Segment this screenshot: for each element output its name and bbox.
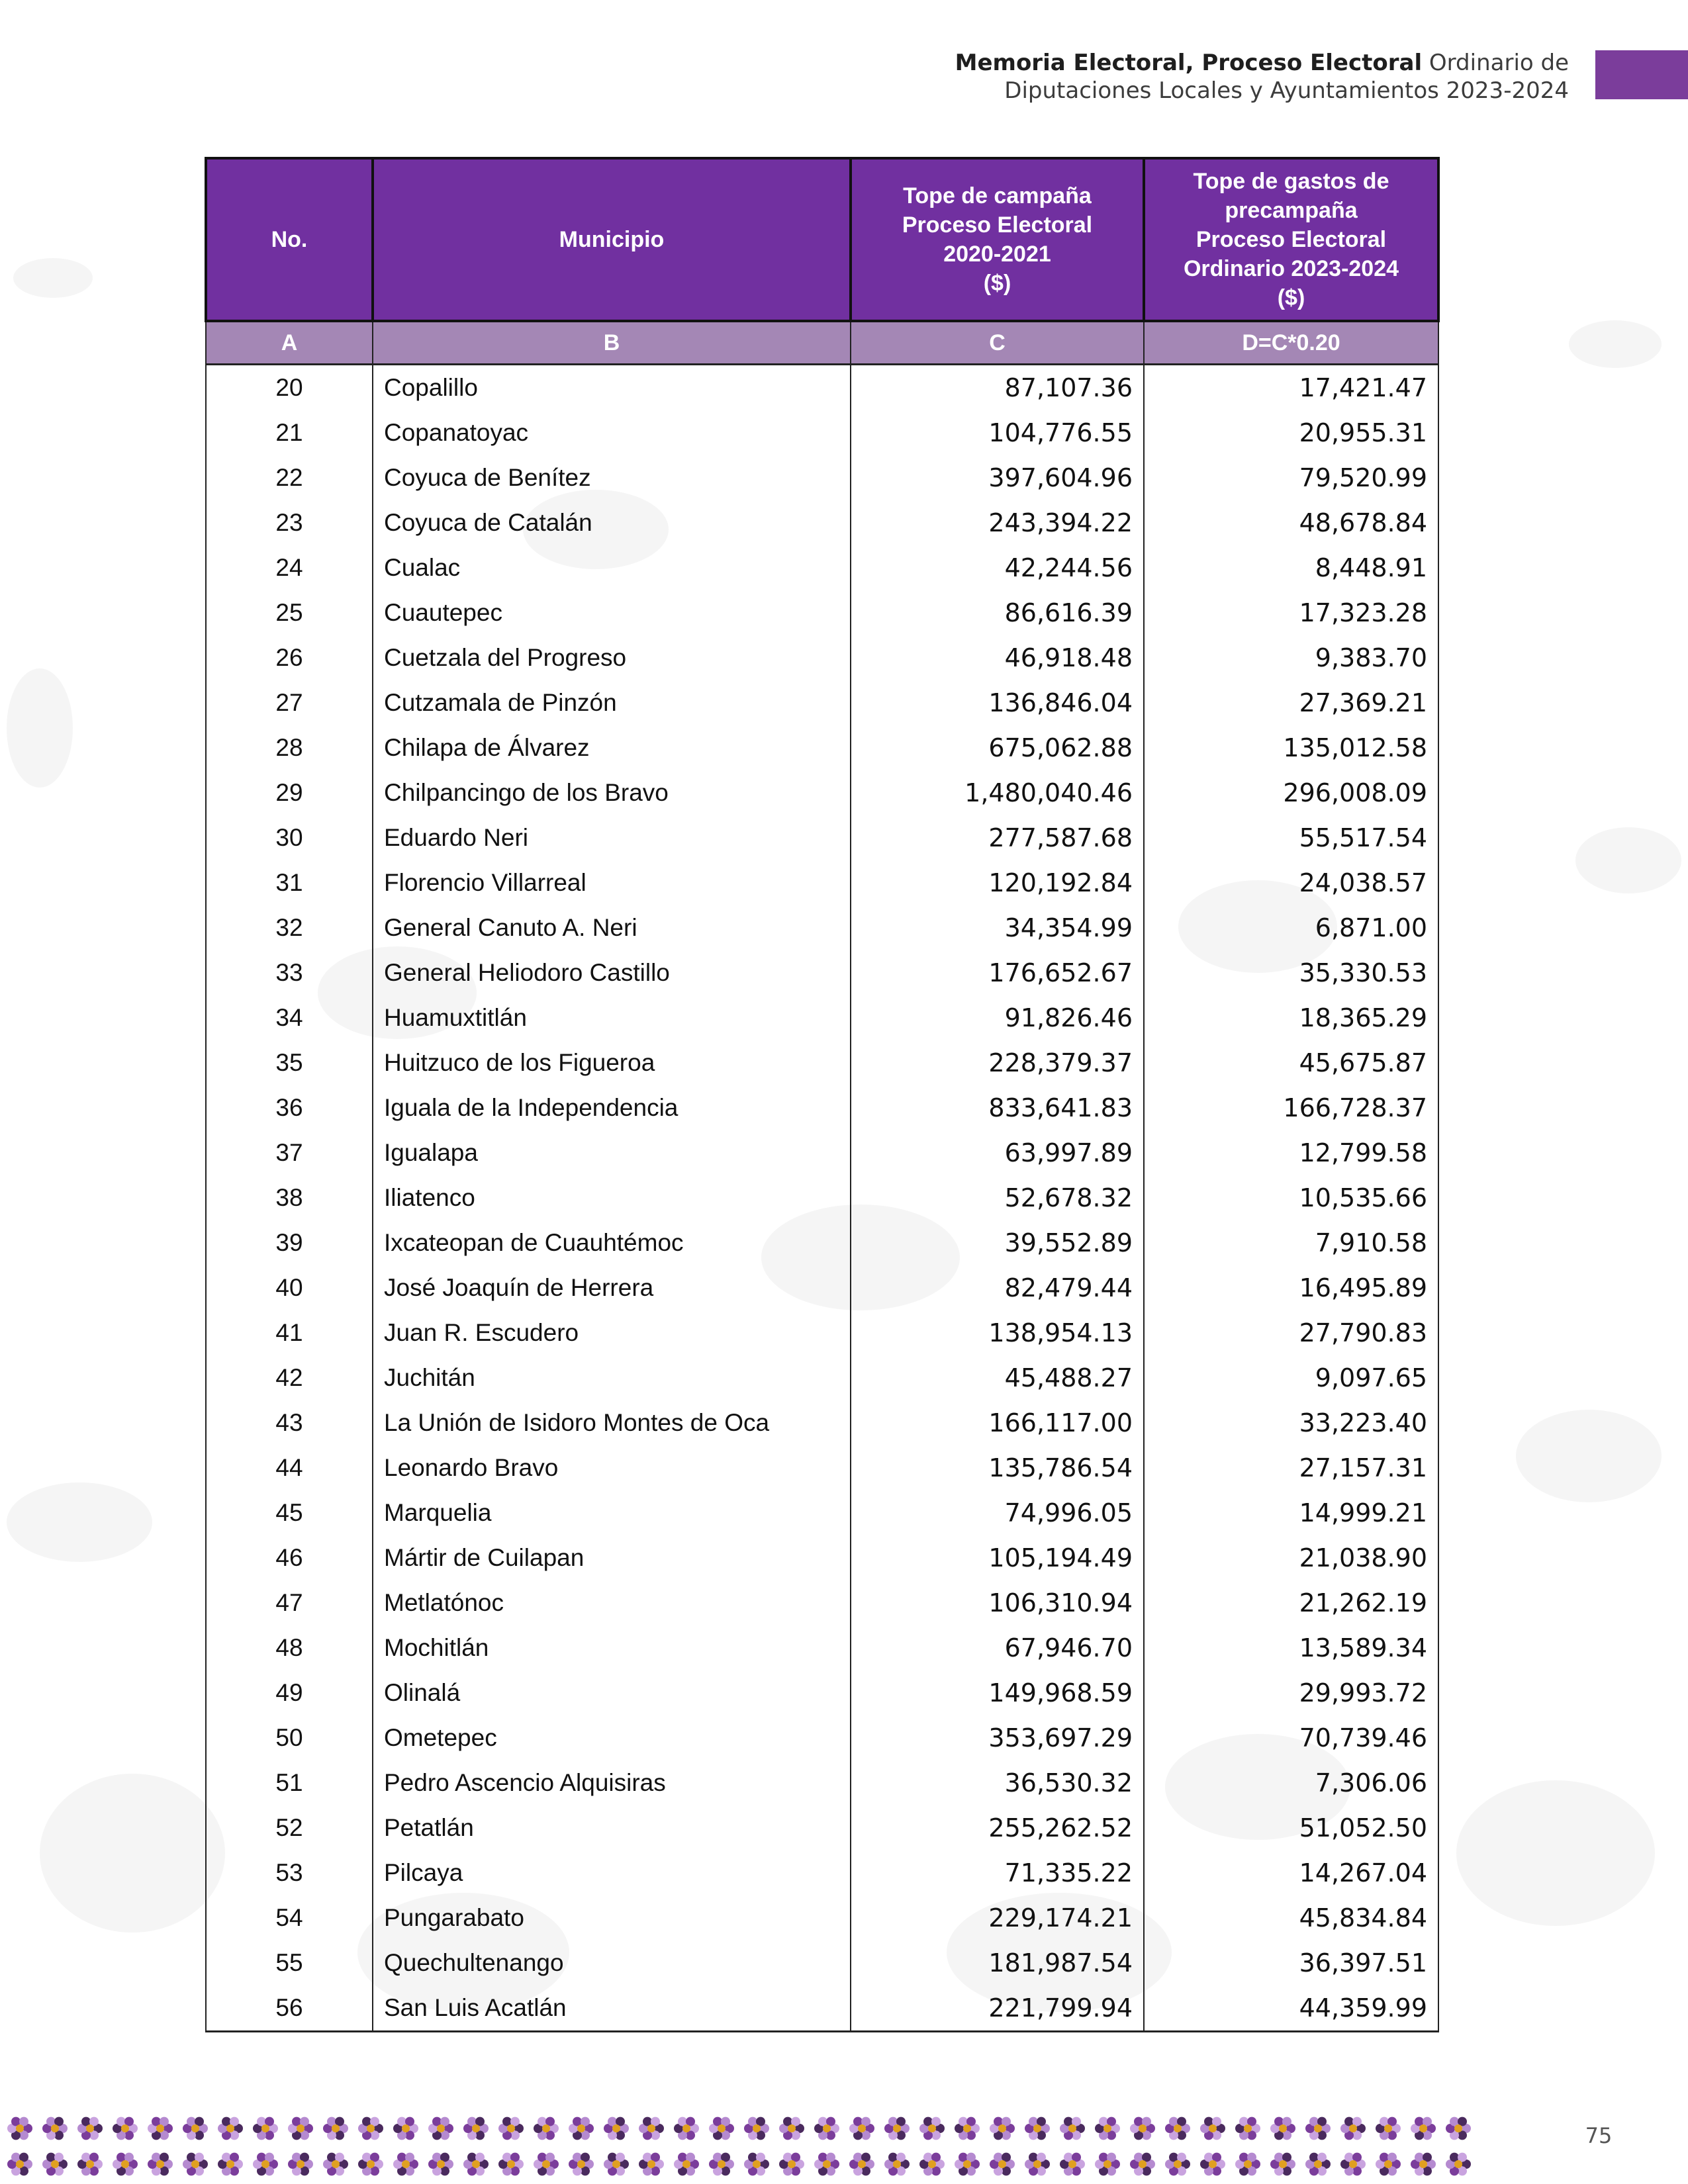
row-number-cell: 54 — [206, 1895, 373, 1940]
row-number-cell: 33 — [206, 950, 373, 995]
embroidery-flower-motif — [604, 2117, 629, 2140]
embroidery-flower-motif — [1305, 2153, 1331, 2176]
header-title-rest: Ordinario de — [1429, 50, 1569, 76]
table-row — [206, 410, 1438, 455]
tope-precampana-cell: 6,871.00 — [1144, 905, 1438, 950]
embroidery-flower-motif — [463, 2117, 489, 2140]
table-code-row — [206, 321, 1438, 365]
tope-campana-cell: 166,117.00 — [851, 1400, 1144, 1445]
embroidery-flower-motif — [183, 2117, 208, 2140]
row-number-cell: 38 — [206, 1175, 373, 1220]
tope-campana-cell: 104,776.55 — [851, 410, 1144, 455]
municipio-cell: General Heliodoro Castillo — [373, 950, 851, 995]
embroidery-flower-motif — [323, 2153, 348, 2176]
municipio-cell: Cualac — [373, 545, 851, 590]
tope-campana-cell: 675,062.88 — [851, 725, 1144, 770]
embroidery-flower-motif — [955, 2153, 980, 2176]
embroidery-flower-motif — [1130, 2153, 1155, 2176]
row-number-cell: 23 — [206, 500, 373, 545]
tope-precampana-cell: 135,012.58 — [1144, 725, 1438, 770]
table-row — [206, 500, 1438, 545]
municipio-cell: Igualapa — [373, 1130, 851, 1175]
tope-precampana-cell: 9,097.65 — [1144, 1355, 1438, 1400]
page-number: 75 — [1585, 2123, 1613, 2148]
row-number-cell: 36 — [206, 1085, 373, 1130]
embroidery-flower-motif — [77, 2153, 103, 2176]
embroidery-flower-motif — [498, 2153, 524, 2176]
row-number-cell: 52 — [206, 1805, 373, 1850]
tope-campana-cell: 149,968.59 — [851, 1670, 1144, 1715]
embroidery-flower-motif — [814, 2117, 839, 2140]
tope-campana-cell: 106,310.94 — [851, 1580, 1144, 1625]
row-number-cell: 34 — [206, 995, 373, 1040]
tope-campana-cell: 138,954.13 — [851, 1310, 1144, 1355]
embroidery-flower-motif — [1411, 2117, 1436, 2140]
embroidery-flower-motif — [1060, 2117, 1085, 2140]
municipio-cell: General Canuto A. Neri — [373, 905, 851, 950]
row-number-cell: 43 — [206, 1400, 373, 1445]
campaign-limits-table — [205, 157, 1440, 2032]
table-row — [206, 860, 1438, 905]
table-row — [206, 1895, 1438, 1940]
table-row — [206, 1400, 1438, 1445]
embroidery-flower-motif — [884, 2117, 910, 2140]
embroidery-flower-motif — [1340, 2117, 1366, 2140]
row-number-cell: 49 — [206, 1670, 373, 1715]
embroidery-flower-motif — [814, 2153, 839, 2176]
row-number-cell: 29 — [206, 770, 373, 815]
embroidery-flower-motif — [498, 2117, 524, 2140]
tope-campana-cell: 136,846.04 — [851, 680, 1144, 725]
tope-precampana-cell: 296,008.09 — [1144, 770, 1438, 815]
table-row — [206, 365, 1438, 411]
table-row — [206, 1220, 1438, 1265]
table-row — [206, 1985, 1438, 2032]
tope-campana-cell: 221,799.94 — [851, 1985, 1144, 2032]
tope-precampana-cell: 20,955.31 — [1144, 410, 1438, 455]
tope-precampana-cell: 7,306.06 — [1144, 1760, 1438, 1805]
row-number-cell: 46 — [206, 1535, 373, 1580]
table-row — [206, 905, 1438, 950]
embroidery-flower-motif — [428, 2117, 453, 2140]
embroidery-flower-motif — [42, 2153, 68, 2176]
row-number-cell: 50 — [206, 1715, 373, 1760]
tope-campana-cell: 277,587.68 — [851, 815, 1144, 860]
municipio-cell: Chilapa de Álvarez — [373, 725, 851, 770]
row-number-cell: 30 — [206, 815, 373, 860]
table-row — [206, 1580, 1438, 1625]
table-row — [206, 545, 1438, 590]
municipio-cell: Petatlán — [373, 1805, 851, 1850]
row-number-cell: 32 — [206, 905, 373, 950]
table-row — [206, 995, 1438, 1040]
embroidery-flower-motif — [1025, 2117, 1050, 2140]
tope-precampana-cell: 27,790.83 — [1144, 1310, 1438, 1355]
table-row — [206, 1625, 1438, 1670]
municipio-cell: Iguala de la Independencia — [373, 1085, 851, 1130]
row-number-cell: 48 — [206, 1625, 373, 1670]
tope-precampana-cell: 8,448.91 — [1144, 545, 1438, 590]
municipio-cell: Mártir de Cuilapan — [373, 1535, 851, 1580]
embroidery-flower-motif — [218, 2153, 243, 2176]
embroidery-flower-motif — [639, 2117, 664, 2140]
embroidery-flower-motif — [990, 2117, 1015, 2140]
row-number-cell: 22 — [206, 455, 373, 500]
tope-precampana-cell: 33,223.40 — [1144, 1400, 1438, 1445]
tope-precampana-cell: 48,678.84 — [1144, 500, 1438, 545]
column-code-d: D=C*0.20 — [1144, 321, 1438, 365]
tope-precampana-cell: 45,675.87 — [1144, 1040, 1438, 1085]
table-row — [206, 815, 1438, 860]
table-row — [206, 1535, 1438, 1580]
row-number-cell: 51 — [206, 1760, 373, 1805]
table-row — [206, 725, 1438, 770]
municipio-cell: Marquelia — [373, 1490, 851, 1535]
tope-precampana-cell: 10,535.66 — [1144, 1175, 1438, 1220]
tope-precampana-cell: 36,397.51 — [1144, 1940, 1438, 1985]
table-row — [206, 770, 1438, 815]
table-row — [206, 1670, 1438, 1715]
row-number-cell: 31 — [206, 860, 373, 905]
row-number-cell: 56 — [206, 1985, 373, 2032]
embroidery-flower-motif — [955, 2117, 980, 2140]
embroidery-flower-motif — [884, 2153, 910, 2176]
tope-precampana-cell: 166,728.37 — [1144, 1085, 1438, 1130]
tope-precampana-cell: 45,834.84 — [1144, 1895, 1438, 1940]
tope-campana-cell: 42,244.56 — [851, 545, 1144, 590]
tope-campana-cell: 243,394.22 — [851, 500, 1144, 545]
embroidery-flower-motif — [1165, 2117, 1190, 2140]
tope-campana-cell: 87,107.36 — [851, 365, 1144, 411]
tope-campana-cell: 397,604.96 — [851, 455, 1144, 500]
embroidery-flower-motif — [113, 2153, 138, 2176]
row-number-cell: 41 — [206, 1310, 373, 1355]
embroidery-flower-motif — [1305, 2117, 1331, 2140]
municipio-cell: Ixcateopan de Cuauhtémoc — [373, 1220, 851, 1265]
embroidery-flower-motif — [639, 2153, 664, 2176]
embroidery-flower-motif — [604, 2153, 629, 2176]
embroidery-flower-motif — [1340, 2153, 1366, 2176]
embroidery-flower-motif — [779, 2117, 804, 2140]
embroidery-flower-motif — [919, 2153, 945, 2176]
embroidery-flower-motif — [323, 2117, 348, 2140]
tope-campana-cell: 176,652.67 — [851, 950, 1144, 995]
embroidery-flower-motif — [1446, 2117, 1471, 2140]
tope-campana-cell: 91,826.46 — [851, 995, 1144, 1040]
municipio-cell: Chilpancingo de los Bravo — [373, 770, 851, 815]
row-number-cell: 26 — [206, 635, 373, 680]
row-number-cell: 25 — [206, 590, 373, 635]
row-number-cell: 55 — [206, 1940, 373, 1985]
row-number-cell: 37 — [206, 1130, 373, 1175]
tope-precampana-cell: 27,369.21 — [1144, 680, 1438, 725]
municipio-cell: Coyuca de Catalán — [373, 500, 851, 545]
tope-campana-cell: 120,192.84 — [851, 860, 1144, 905]
embroidery-flower-motif — [463, 2153, 489, 2176]
tope-precampana-cell: 12,799.58 — [1144, 1130, 1438, 1175]
embroidery-flower-motif — [1200, 2153, 1225, 2176]
column-code-c: C — [851, 321, 1144, 365]
table-row — [206, 590, 1438, 635]
embroidery-flower-motif — [1376, 2117, 1401, 2140]
embroidery-flower-motif — [1130, 2117, 1155, 2140]
tope-precampana-cell: 29,993.72 — [1144, 1670, 1438, 1715]
table-row — [206, 1130, 1438, 1175]
tope-campana-cell: 353,697.29 — [851, 1715, 1144, 1760]
tope-precampana-cell: 9,383.70 — [1144, 635, 1438, 680]
embroidery-flower-motif — [674, 2117, 699, 2140]
row-number-cell: 40 — [206, 1265, 373, 1310]
embroidery-flower-motif — [358, 2153, 383, 2176]
tope-campana-cell: 105,194.49 — [851, 1535, 1144, 1580]
municipio-cell: Cuautepec — [373, 590, 851, 635]
embroidery-flower-motif — [218, 2117, 243, 2140]
municipio-cell: Olinalá — [373, 1670, 851, 1715]
municipio-cell: José Joaquín de Herrera — [373, 1265, 851, 1310]
tope-campana-cell: 67,946.70 — [851, 1625, 1144, 1670]
tope-precampana-cell: 55,517.54 — [1144, 815, 1438, 860]
embroidery-flower-motif — [1200, 2117, 1225, 2140]
tope-campana-cell: 228,379.37 — [851, 1040, 1144, 1085]
embroidery-flower-motif — [1025, 2153, 1050, 2176]
tope-campana-cell: 82,479.44 — [851, 1265, 1144, 1310]
municipio-cell: Huitzuco de los Figueroa — [373, 1040, 851, 1085]
municipio-cell: Juchitán — [373, 1355, 851, 1400]
tope-campana-cell: 135,786.54 — [851, 1445, 1144, 1490]
table-row — [206, 1085, 1438, 1130]
document-header — [510, 49, 1569, 105]
embroidery-flower-motif — [919, 2117, 945, 2140]
municipio-cell: Copalillo — [373, 365, 851, 411]
footer-embroidery-band — [0, 2109, 1499, 2184]
row-number-cell: 47 — [206, 1580, 373, 1625]
tope-campana-cell: 52,678.32 — [851, 1175, 1144, 1220]
tope-campana-cell: 71,335.22 — [851, 1850, 1144, 1895]
tope-precampana-cell: 21,262.19 — [1144, 1580, 1438, 1625]
column-header-tope-campana: Tope de campaña Proceso Electoral 2020-2021 ($) — [851, 158, 1144, 321]
table-header-row — [206, 158, 1438, 321]
municipio-cell: Cuetzala del Progreso — [373, 635, 851, 680]
embroidery-flower-motif — [7, 2117, 32, 2140]
municipio-cell: La Unión de Isidoro Montes de Oca — [373, 1400, 851, 1445]
embroidery-flower-motif — [393, 2153, 418, 2176]
embroidery-flower-motif — [1235, 2117, 1260, 2140]
table-row — [206, 1715, 1438, 1760]
embroidery-flower-motif — [113, 2117, 138, 2140]
embroidery-flower-motif — [569, 2153, 594, 2176]
embroidery-flower-motif — [1095, 2153, 1120, 2176]
table-row — [206, 1490, 1438, 1535]
column-header-tope-precampana: Tope de gastos de precampaña Proceso Electoral Ordinario 2023-2024 ($) — [1144, 158, 1438, 321]
header-title-line — [510, 49, 1569, 77]
embroidery-flower-motif — [393, 2117, 418, 2140]
table-row — [206, 1310, 1438, 1355]
embroidery-flower-motif — [253, 2117, 278, 2140]
tope-precampana-cell: 27,157.31 — [1144, 1445, 1438, 1490]
tope-precampana-cell: 13,589.34 — [1144, 1625, 1438, 1670]
tope-precampana-cell: 44,359.99 — [1144, 1985, 1438, 2032]
table-row — [206, 455, 1438, 500]
table-body — [206, 365, 1438, 2032]
row-number-cell: 24 — [206, 545, 373, 590]
tope-campana-cell: 1,480,040.46 — [851, 770, 1144, 815]
tope-precampana-cell: 17,421.47 — [1144, 365, 1438, 411]
row-number-cell: 20 — [206, 365, 373, 411]
embroidery-flower-motif — [674, 2153, 699, 2176]
municipio-cell: Quechultenango — [373, 1940, 851, 1985]
tope-campana-cell: 86,616.39 — [851, 590, 1144, 635]
column-code-b: B — [373, 321, 851, 365]
table-row — [206, 1850, 1438, 1895]
embroidery-flower-motif — [428, 2153, 453, 2176]
row-number-cell: 42 — [206, 1355, 373, 1400]
municipio-cell: Eduardo Neri — [373, 815, 851, 860]
municipio-cell: Pilcaya — [373, 1850, 851, 1895]
embroidery-flower-motif — [1165, 2153, 1190, 2176]
embroidery-flower-motif — [288, 2153, 313, 2176]
tope-campana-cell: 74,996.05 — [851, 1490, 1144, 1535]
row-number-cell: 27 — [206, 680, 373, 725]
embroidery-flower-motif — [744, 2153, 769, 2176]
municipio-cell: Iliatenco — [373, 1175, 851, 1220]
embroidery-flower-motif — [1446, 2153, 1471, 2176]
embroidery-flower-motif — [358, 2117, 383, 2140]
municipio-cell: Pedro Ascencio Alquisiras — [373, 1760, 851, 1805]
row-number-cell: 45 — [206, 1490, 373, 1535]
municipio-cell: Metlatónoc — [373, 1580, 851, 1625]
embroidery-flower-motif — [779, 2153, 804, 2176]
embroidery-flower-motif — [1095, 2117, 1120, 2140]
tope-campana-cell: 833,641.83 — [851, 1085, 1144, 1130]
header-accent-bar — [1595, 50, 1688, 99]
embroidery-flower-motif — [1235, 2153, 1260, 2176]
embroidery-flower-motif — [534, 2117, 559, 2140]
row-number-cell: 53 — [206, 1850, 373, 1895]
row-number-cell: 44 — [206, 1445, 373, 1490]
embroidery-flower-motif — [1270, 2153, 1295, 2176]
municipio-cell: Huamuxtitlán — [373, 995, 851, 1040]
tope-precampana-cell: 51,052.50 — [1144, 1805, 1438, 1850]
row-number-cell: 21 — [206, 410, 373, 455]
embroidery-flower-motif — [183, 2153, 208, 2176]
header-title-bold: Memoria Electoral, Proceso Electoral — [955, 50, 1423, 76]
table-row — [206, 1355, 1438, 1400]
tope-precampana-cell: 14,999.21 — [1144, 1490, 1438, 1535]
tope-precampana-cell: 16,495.89 — [1144, 1265, 1438, 1310]
municipio-cell: Ometepec — [373, 1715, 851, 1760]
tope-campana-cell: 36,530.32 — [851, 1760, 1144, 1805]
municipio-cell: Copanatoyac — [373, 410, 851, 455]
table-row — [206, 635, 1438, 680]
tope-campana-cell: 39,552.89 — [851, 1220, 1144, 1265]
table-row — [206, 1265, 1438, 1310]
municipio-cell: Mochitlán — [373, 1625, 851, 1670]
embroidery-flower-motif — [744, 2117, 769, 2140]
municipio-cell: Cutzamala de Pinzón — [373, 680, 851, 725]
row-number-cell: 28 — [206, 725, 373, 770]
tope-precampana-cell: 18,365.29 — [1144, 995, 1438, 1040]
tope-precampana-cell: 70,739.46 — [1144, 1715, 1438, 1760]
embroidery-flower-motif — [990, 2153, 1015, 2176]
row-number-cell: 35 — [206, 1040, 373, 1085]
municipio-cell: Florencio Villarreal — [373, 860, 851, 905]
tope-precampana-cell: 35,330.53 — [1144, 950, 1438, 995]
column-code-a: A — [206, 321, 373, 365]
embroidery-flower-motif — [253, 2153, 278, 2176]
embroidery-flower-motif — [849, 2117, 874, 2140]
embroidery-flower-motif — [534, 2153, 559, 2176]
table-row — [206, 1940, 1438, 1985]
table-row — [206, 1445, 1438, 1490]
embroidery-flower-motif — [709, 2153, 734, 2176]
municipio-cell: Leonardo Bravo — [373, 1445, 851, 1490]
column-header-municipio: Municipio — [373, 158, 851, 321]
embroidery-flower-motif — [1060, 2153, 1085, 2176]
tope-precampana-cell: 7,910.58 — [1144, 1220, 1438, 1265]
tope-precampana-cell: 79,520.99 — [1144, 455, 1438, 500]
tope-precampana-cell: 24,038.57 — [1144, 860, 1438, 905]
tope-campana-cell: 34,354.99 — [851, 905, 1144, 950]
embroidery-flower-motif — [77, 2117, 103, 2140]
row-number-cell: 39 — [206, 1220, 373, 1265]
municipio-cell: Juan R. Escudero — [373, 1310, 851, 1355]
embroidery-flower-motif — [709, 2117, 734, 2140]
embroidery-flower-motif — [148, 2117, 173, 2140]
embroidery-flower-motif — [849, 2153, 874, 2176]
table-row — [206, 680, 1438, 725]
tope-campana-cell: 181,987.54 — [851, 1940, 1144, 1985]
embroidery-flower-motif — [7, 2153, 32, 2176]
embroidery-flower-motif — [1376, 2153, 1401, 2176]
header-subtitle: Diputaciones Locales y Ayuntamientos 2023-2024 — [1004, 77, 1569, 104]
tope-precampana-cell: 17,323.28 — [1144, 590, 1438, 635]
table-row — [206, 1760, 1438, 1805]
municipio-cell: Coyuca de Benítez — [373, 455, 851, 500]
tope-precampana-cell: 21,038.90 — [1144, 1535, 1438, 1580]
table-row — [206, 1805, 1438, 1850]
embroidery-flower-motif — [42, 2117, 68, 2140]
table-row — [206, 950, 1438, 995]
tope-campana-cell: 229,174.21 — [851, 1895, 1144, 1940]
embroidery-flower-motif — [1411, 2153, 1436, 2176]
tope-campana-cell: 63,997.89 — [851, 1130, 1144, 1175]
embroidery-flower-motif — [1270, 2117, 1295, 2140]
municipio-cell: Pungarabato — [373, 1895, 851, 1940]
table-row — [206, 1040, 1438, 1085]
column-header-no: No. — [206, 158, 373, 321]
embroidery-flower-motif — [569, 2117, 594, 2140]
tope-campana-cell: 45,488.27 — [851, 1355, 1144, 1400]
table-row — [206, 1175, 1438, 1220]
embroidery-flower-motif — [148, 2153, 173, 2176]
tope-campana-cell: 46,918.48 — [851, 635, 1144, 680]
municipio-cell: San Luis Acatlán — [373, 1985, 851, 2032]
tope-campana-cell: 255,262.52 — [851, 1805, 1144, 1850]
tope-precampana-cell: 14,267.04 — [1144, 1850, 1438, 1895]
embroidery-flower-motif — [288, 2117, 313, 2140]
